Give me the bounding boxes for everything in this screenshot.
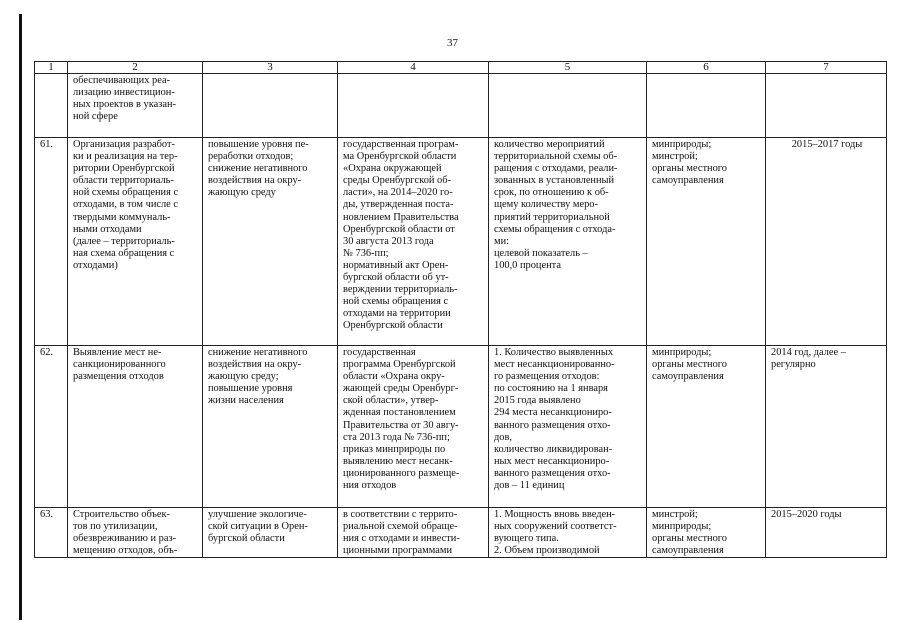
cell-text-line: ных проектов в указан- [73, 99, 176, 111]
cell-text-line: ки и реализация на тер- [73, 151, 178, 163]
table-row [35, 74, 887, 138]
cell-text-line: санкционированного [73, 359, 166, 371]
cell-text-line: 2015–2020 годы [771, 509, 842, 520]
responsible-cell [647, 138, 766, 346]
cell-text-line: целевой показатель – [494, 247, 588, 259]
expected-result-cell [203, 74, 338, 138]
cell-text-line: риальной схемой обраще- [343, 521, 458, 533]
cell-text-line: ванного размещения отхо- [494, 467, 611, 479]
cell-text-line: самоуправления [652, 545, 724, 557]
cell-text-line: ской области», утвер- [343, 395, 439, 407]
cell-text-line: воздействия на окру- [208, 175, 302, 187]
measure-name-cell [68, 346, 203, 508]
cell-text-line: самоуправления [652, 371, 724, 383]
measures-table [34, 61, 887, 558]
cell-text-line: 2015–2017 годы [791, 139, 863, 150]
column-header: 5 [489, 62, 647, 74]
table-row [35, 346, 887, 508]
cell-text-line: ной схемы обращения с [343, 296, 449, 308]
period-cell [766, 508, 887, 558]
cell-text-line: ных сооружений соответст- [494, 521, 617, 533]
cell-text-line: территориальной схемы об- [494, 151, 618, 163]
column-header: 1 [35, 62, 68, 74]
cell-text-line: Правительства от 30 авгу- [343, 419, 459, 431]
cell-text-line: лизацию инвестицион- [73, 87, 175, 99]
cell-text-line: отходами, в том числе с [73, 199, 179, 211]
cell-text-line: воздействия на окру- [208, 359, 302, 371]
cell-text-line: ния с отходами и инвести- [343, 533, 460, 545]
cell-text-line: минприроды; [652, 347, 712, 358]
cell-text-line: Оренбургской области от [343, 223, 455, 235]
cell-text-line: ми: [494, 235, 510, 247]
responsible-cell [647, 346, 766, 508]
cell-text-line: ными отходами [73, 223, 142, 235]
expected-result-cell [203, 138, 338, 346]
cell-text-line: минприроды; [652, 521, 712, 533]
cell-text-line: жающей среды Оренбург- [343, 383, 459, 395]
table-row [35, 508, 887, 558]
page-number: 37 [447, 37, 458, 49]
cell-text-line: твердыми коммуналь- [73, 211, 171, 223]
cell-text-line: ласти», на 2014–2020 го- [343, 187, 453, 199]
cell-text-line: Выявление мест не- [73, 347, 162, 358]
row-number: 62. [35, 346, 68, 508]
cell-text-line: органы местного [652, 533, 727, 545]
cell-text-line: ской ситуации в Орен- [208, 521, 308, 533]
cell-text-line: Строительство объек- [73, 509, 170, 520]
cell-text-line: количество ликвидирован- [494, 443, 613, 455]
cell-text-line: «Охрана окружающей [343, 163, 442, 175]
column-number-header-row [35, 62, 887, 74]
cell-text-line: органы местного [652, 359, 727, 371]
cell-text-line: минприроды; [652, 139, 712, 150]
indicator-cell [489, 346, 647, 508]
cell-text-line: государственная [343, 347, 416, 358]
cell-text-line: ритории Оренбургской [73, 163, 175, 175]
cell-text-line: 100,0 процента [494, 259, 561, 271]
column-header: 6 [647, 62, 766, 74]
responsible-cell [647, 508, 766, 558]
cell-text-line: программа Оренбургской [343, 359, 456, 371]
cell-text-line: срок, по отношению к об- [494, 187, 609, 199]
cell-text-line: регулярно [771, 359, 816, 371]
cell-text-line: новлением Правительства [343, 211, 459, 223]
cell-text-line: 294 места несанкциониро- [494, 407, 612, 419]
indicator-cell [489, 74, 647, 138]
cell-text-line: ния отходов [343, 480, 397, 492]
cell-text-line: в соответствии с террито- [343, 509, 458, 520]
row-number: 63. [35, 508, 68, 558]
cell-text-line: 1. Количество выявленных [494, 347, 614, 358]
period-cell [766, 74, 887, 138]
cell-text-line: ционными программами [343, 545, 453, 557]
cell-text-line: ванного размещения отхо- [494, 419, 611, 431]
cell-text-line: минстрой; [652, 151, 698, 163]
cell-text-line: бургской области [208, 533, 285, 545]
cell-text-line: жденная постановлением [343, 407, 456, 419]
cell-text-line: ма Оренбургской области [343, 151, 457, 163]
cell-text-line: го размещения отходов: [494, 371, 600, 383]
basis-document-cell [338, 74, 489, 138]
cell-text-line: жающую среду [208, 187, 276, 199]
cell-text-line: щему количеству меро- [494, 199, 598, 211]
cell-text-line: № 736-пп; [343, 247, 389, 259]
cell-text-line: обезвреживанию и раз- [73, 533, 177, 545]
row-number: 61. [35, 138, 68, 346]
cell-text-line: бургской области об ут- [343, 272, 449, 284]
cell-text-line: количество мероприятий [494, 139, 605, 150]
measure-name-cell [68, 138, 203, 346]
measure-name-cell [68, 74, 203, 138]
cell-text-line: дов, [494, 431, 512, 443]
cell-text-line: (далее – территориаль- [73, 235, 175, 247]
cell-text-line: нормативный акт Орен- [343, 259, 449, 271]
cell-text-line: верждении территориаль- [343, 284, 458, 296]
cell-text-line: области «Охрана окру- [343, 371, 445, 383]
cell-text-line: ционированного размеще- [343, 467, 460, 479]
cell-text-line: Организация разработ- [73, 139, 175, 150]
cell-text-line: мест несанкционированно- [494, 359, 615, 371]
column-header: 7 [766, 62, 887, 74]
cell-text-line: обеспечивающих реа- [73, 75, 171, 86]
indicator-cell [489, 508, 647, 558]
indicator-cell [489, 138, 647, 346]
table-row [35, 138, 887, 346]
cell-text-line: жизни населения [208, 395, 284, 407]
period-cell [766, 138, 887, 346]
cell-text-line: 2015 года выявлено [494, 395, 581, 407]
column-header: 3 [203, 62, 338, 74]
cell-text-line: зованных в установленный [494, 175, 615, 187]
cell-text-line: самоуправления [652, 175, 724, 187]
cell-text-line: снижение негативного [208, 347, 308, 358]
cell-text-line: приятий территориальной [494, 211, 610, 223]
cell-text-line: 30 августа 2013 года [343, 235, 434, 247]
measure-name-cell [68, 508, 203, 558]
cell-text-line: выявлению мест несанк- [343, 455, 453, 467]
cell-text-line: размещения отходов [73, 371, 164, 383]
cell-text-line: 2. Объем производимой [494, 545, 600, 557]
cell-text-line: области территориаль- [73, 175, 174, 187]
cell-text-line: ных мест несанкциониро- [494, 455, 610, 467]
cell-text-line: повышение уровня [208, 383, 293, 395]
cell-text-line: тов по утилизации, [73, 521, 158, 533]
basis-document-cell [338, 138, 489, 346]
cell-text-line: по состоянию на 1 января [494, 383, 608, 395]
period-cell [766, 346, 887, 508]
basis-document-cell [338, 346, 489, 508]
cell-text-line: ды, утвержденная поста- [343, 199, 454, 211]
responsible-cell [647, 74, 766, 138]
cell-text-line: отходами) [73, 259, 118, 271]
cell-text-line: приказ минприроды по [343, 443, 446, 455]
expected-result-cell [203, 346, 338, 508]
column-header: 4 [338, 62, 489, 74]
basis-document-cell [338, 508, 489, 558]
cell-text-line: снижение негативного [208, 163, 308, 175]
cell-text-line: мещению отходов, объ- [73, 545, 178, 557]
cell-text-line: минстрой; [652, 509, 698, 520]
cell-text-line: среды Оренбургской об- [343, 175, 451, 187]
cell-text-line: реработки отходов; [208, 151, 294, 163]
cell-text-line: государственная програм- [343, 139, 459, 150]
column-header: 2 [68, 62, 203, 74]
cell-text-line: схемы обращения с отхода- [494, 223, 616, 235]
binding-margin-line [19, 14, 22, 620]
row-number [35, 74, 68, 138]
cell-text-line: органы местного [652, 163, 727, 175]
cell-text-line: ращения с отходами, реали- [494, 163, 618, 175]
cell-text-line: 1. Мощность вновь введен- [494, 509, 616, 520]
cell-text-line: отходами на территории [343, 308, 451, 320]
cell-text-line: дов – 11 единиц [494, 480, 565, 492]
cell-text-line: ной сфере [73, 111, 118, 123]
cell-text-line: улучшение экологиче- [208, 509, 307, 520]
expected-result-cell [203, 508, 338, 558]
cell-text-line: Оренбургской области [343, 320, 443, 332]
cell-text-line: вующего типа. [494, 533, 559, 545]
cell-text-line: ная схема обращения с [73, 247, 175, 259]
cell-text-line: ной схемы обращения с [73, 187, 179, 199]
cell-text-line: повышение уровня пе- [208, 139, 309, 150]
cell-text-line: жающую среду; [208, 371, 279, 383]
cell-text-line: 2014 год, далее – [771, 347, 846, 358]
cell-text-line: ста 2013 года № 736-пп; [343, 431, 450, 443]
